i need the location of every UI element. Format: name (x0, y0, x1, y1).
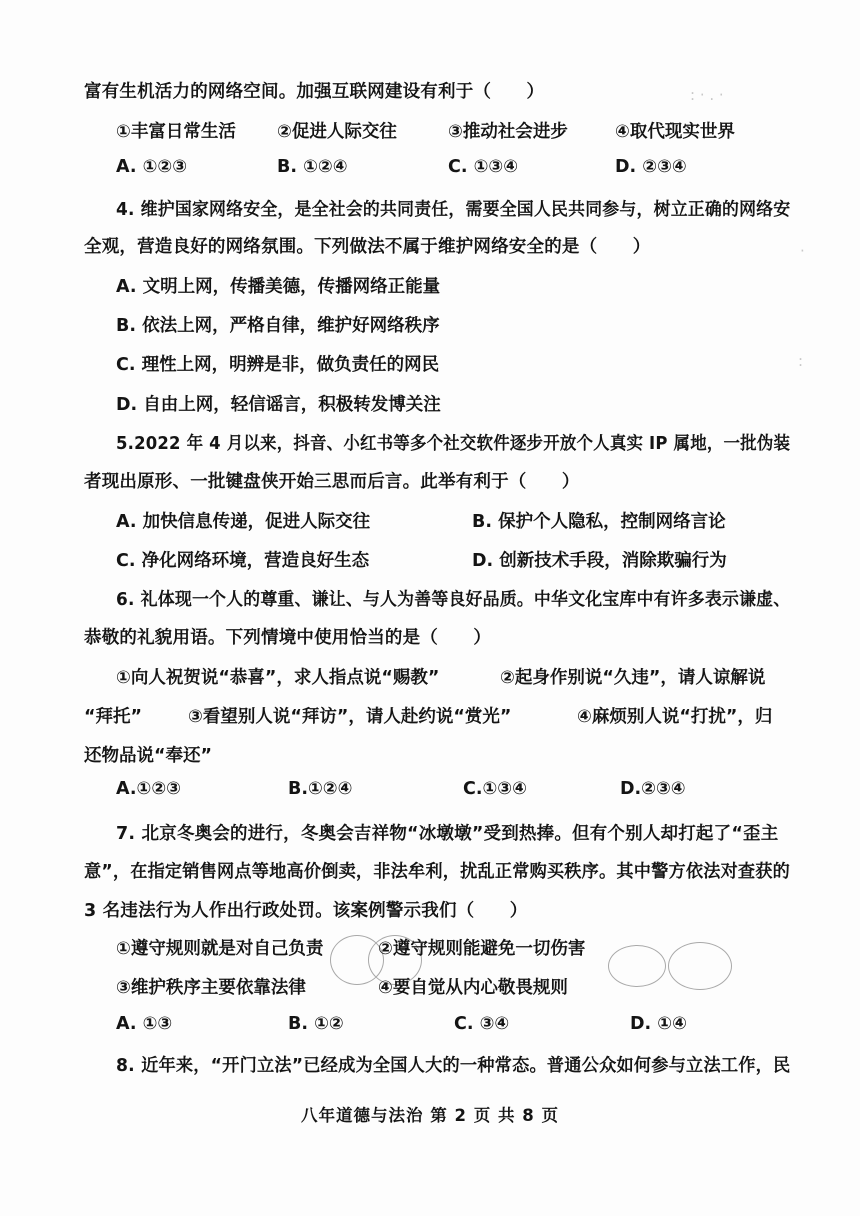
q6-statement: ④麻烦别人说“打扰”，归 (577, 707, 773, 727)
bleed-through-mark: · (800, 242, 805, 260)
q5-stem-line1: 5.2022 年 4 月以来，抖音、小红书等多个社交软件逐步开放个人真实 IP 属地，一批伪装 (116, 434, 791, 454)
q4-option-d: D. 自由上网，轻信谣言，积极转发博关注 (116, 395, 441, 415)
q6-statement: ③看望别人说“拜访”，请人赴约说“赏光” (188, 707, 512, 727)
q4-option-b: B. 依法上网，严格自律，维护好网络秩序 (116, 316, 440, 336)
q7-statement: ③维护秩序主要依靠法律 (116, 978, 306, 998)
q8-stem-line1: 8. 近年来，“开门立法”已经成为全国人大的一种常态。普通公众如何参与立法工作，民 (116, 1056, 791, 1076)
q5-option-c: C. 净化网络环境，营造良好生态 (116, 551, 370, 571)
page-footer: 八年道德与法治 第 2 页 共 8 页 (301, 1106, 559, 1125)
q5-option-d: D. 创新技术手段，消除欺骗行为 (472, 551, 727, 571)
q6-stem-line1: 6. 礼体现一个人的尊重、谦让、与人为善等良好品质。中华文化宝库中有许多表示谦虚、 (116, 590, 791, 610)
q5-stem-line2: 者现出原形、一批键盘侠开始三思而后言。此举有利于（ ） (84, 472, 580, 492)
q7-statement: ②遵守规则能避免一切伤害 (378, 939, 586, 959)
q7-statement: ①遵守规则就是对自己负责 (116, 939, 324, 959)
q3-statement: ④取代现实世界 (615, 122, 735, 142)
q3-option-d: D. ②③④ (615, 157, 687, 177)
q4-option-a: A. 文明上网，传播美德，传播网络正能量 (116, 277, 441, 297)
q3-stem: 富有生机活力的网络空间。加强互联网建设有利于（ ） (84, 82, 545, 102)
q5-option-a: A. 加快信息传递，促进人际交往 (116, 512, 371, 532)
q6-stem-line2: 恭敬的礼貌用语。下列情境中使用恰当的是（ ） (84, 628, 492, 648)
q5-option-b: B. 保护个人隐私，控制网络言论 (472, 512, 726, 532)
q6-statement: ②起身作别说“久违”，请人谅解说 (500, 668, 766, 688)
q3-option-b: B. ①②④ (277, 157, 348, 177)
q6-statement-tail: “拜托” (84, 707, 143, 727)
q4-stem-line1: 4. 维护国家网络安全，是全社会的共同责任，需要全国人民共同参与，树立正确的网络安 (116, 200, 791, 220)
q7-stem-line3: 3 名违法行为人作出行政处罚。该案例警示我们（ ） (84, 901, 528, 921)
q3-option-c: C. ①③④ (448, 157, 519, 177)
bleed-through-circle (668, 942, 732, 990)
q6-option-d: D.②③④ (620, 779, 686, 799)
q7-option-c: C. ③④ (454, 1014, 510, 1034)
bleed-through-circle (608, 945, 666, 987)
q4-option-c: C. 理性上网，明辨是非，做负责任的网民 (116, 355, 440, 375)
bleed-through-mark: : · . · (690, 86, 724, 104)
q3-option-a: A. ①②③ (116, 157, 188, 177)
bleed-through-mark: : (798, 352, 804, 370)
q7-option-a: A. ①③ (116, 1014, 173, 1034)
q6-option-b: B.①②④ (288, 779, 353, 799)
q3-statement: ②促进人际交往 (277, 122, 397, 142)
q7-stem-line2: 意”，在指定销售网点等地高价倒卖，非法牟利，扰乱正常购买秩序。其中警方依法对查获的 (84, 862, 791, 882)
q7-stem-line1: 7. 北京冬奥会的进行，冬奥会吉祥物“冰墩墩”受到热捧。但有个别人却打起了“歪主 (116, 824, 779, 844)
q7-statement: ④要自觉从内心敬畏规则 (378, 978, 568, 998)
q6-option-c: C.①③④ (463, 779, 527, 799)
q3-statement: ③推动社会进步 (448, 122, 568, 142)
q6-statement-tail: 还物品说“奉还” (84, 746, 213, 766)
q6-statement: ①向人祝贺说“恭喜”，求人指点说“赐教” (116, 668, 440, 688)
q7-option-d: D. ①④ (630, 1014, 687, 1034)
q7-option-b: B. ①② (288, 1014, 344, 1034)
q6-option-a: A.①②③ (116, 779, 181, 799)
q4-stem-line2: 全观，营造良好的网络氛围。下列做法不属于维护网络安全的是（ ） (84, 237, 651, 257)
q3-statement: ①丰富日常生活 (116, 122, 236, 142)
